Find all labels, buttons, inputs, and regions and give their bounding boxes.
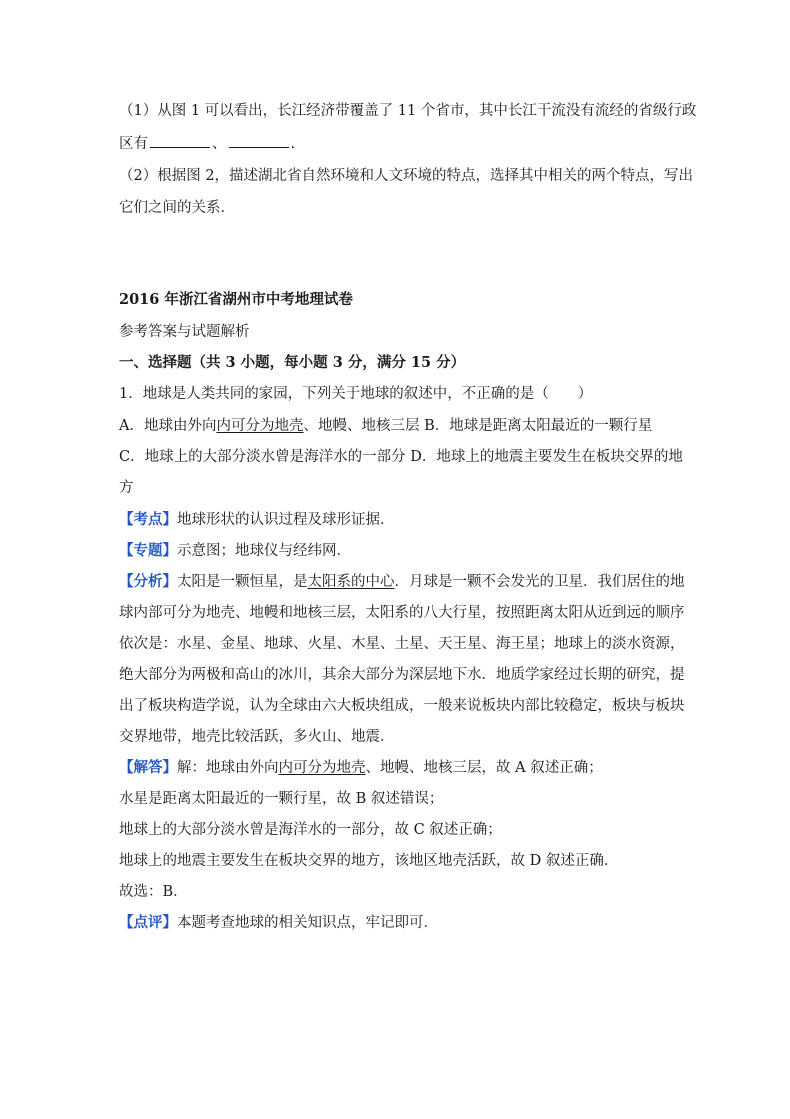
kaodian-row: 【考点】地球形状的认识过程及球形证据． (119, 511, 395, 528)
question-stem: 1．地球是人类共同的家园，下列关于地球的叙述中，不正确的是（ ） (119, 386, 593, 402)
zhuanti-tag: 【专题】 (119, 542, 177, 559)
zhuanti-row: 【专题】示意图；地球仪与经纬网． (119, 542, 351, 559)
fenxi-line-3: 依次是：水星、金星、地球、火星、木星、土星、天王星、海王星；地球上的淡水资源， (119, 636, 685, 652)
fenxi-line-6: 交界地带，地壳比较活跃，多火山、地震． (119, 729, 395, 745)
kaodian-tag: 【考点】 (119, 511, 177, 528)
options-c-d-cont: 方 (119, 480, 134, 496)
question-1-line-1 (119, 101, 696, 121)
jieda-row: 【解答】解：地球由外向内可分为地壳、地幔、地核三层，故 A 叙述正确； (119, 759, 603, 776)
separator: 、 (212, 136, 227, 152)
question-2-line-1 (119, 166, 693, 186)
dianping-tag: 【点评】 (119, 914, 177, 931)
answer-subtitle: 参考答案与试题解析 (119, 324, 250, 340)
answer-blank-2[interactable] (229, 133, 289, 148)
dianping-row: 【点评】本题考查地球的相关知识点，牢记即可． (119, 914, 438, 931)
answer-blank-1[interactable] (150, 133, 210, 148)
fenxi-row: 【分析】太阳是一颗恒星，是太阳系的中心．月球是一颗不会发光的卫星．我们居住的地 (119, 573, 685, 590)
question-2-text: （2）根据图 2，描述湖北省自然环境和人文环境的特点，选择其中相关的两个特点，写出 (119, 168, 694, 184)
line-end: . (290, 136, 296, 152)
question-1-line-2 (119, 133, 295, 154)
options-c-d: C．地球上的大部分淡水曾是海洋水的一部分 D．地球上的地震主要发生在板块交界的地 (119, 449, 683, 465)
fenxi-tag: 【分析】 (119, 573, 177, 590)
question-2-line-2 (119, 198, 235, 218)
fenxi-line-2: 球内部可分为地壳、地幔和地核三层，太阳系的八大行星，按照距离太阳从近到远的顺序 (119, 605, 685, 621)
jieda-tag: 【解答】 (119, 759, 177, 776)
fenxi-line-4: 绝大部分为两极和高山的冰川，其余大部分为深层地下水．地质学家经过长期的研究，提 (119, 667, 685, 683)
options-a-b: A．地球由外向内可分为地壳、地幔、地核三层 B．地球是距离太阳最近的一颗行星 (119, 418, 653, 434)
answer-title: 2016 年浙江省湖州市中考地理试卷 (119, 291, 353, 308)
question-2-text-cont: 它们之间的关系． (119, 200, 235, 216)
question-1-prefix: 区有 (119, 136, 148, 152)
jieda-line-3: 地球上的大部分淡水曾是海洋水的一部分，故 C 叙述正确； (119, 822, 502, 838)
section-heading: 一、选择题（共 3 小题，每小题 3 分，满分 15 分） (119, 354, 466, 371)
choice-line: 故选：B． (119, 884, 188, 900)
jieda-line-4: 地球上的地震主要发生在板块交界的地方，该地区地壳活跃，故 D 叙述正确． (119, 853, 619, 869)
question-1-text: （1）从图 1 可以看出，长江经济带覆盖了 11 个省市，其中长江干流没有流经的省级行政 (119, 103, 697, 119)
jieda-line-2: 水星是距离太阳最近的一颗行星，故 B 叙述错误； (119, 791, 444, 807)
fenxi-line-5: 出了板块构造学说，认为全球由六大板块组成，一般来说板块内部比较稳定，板块与板块 (119, 698, 685, 714)
